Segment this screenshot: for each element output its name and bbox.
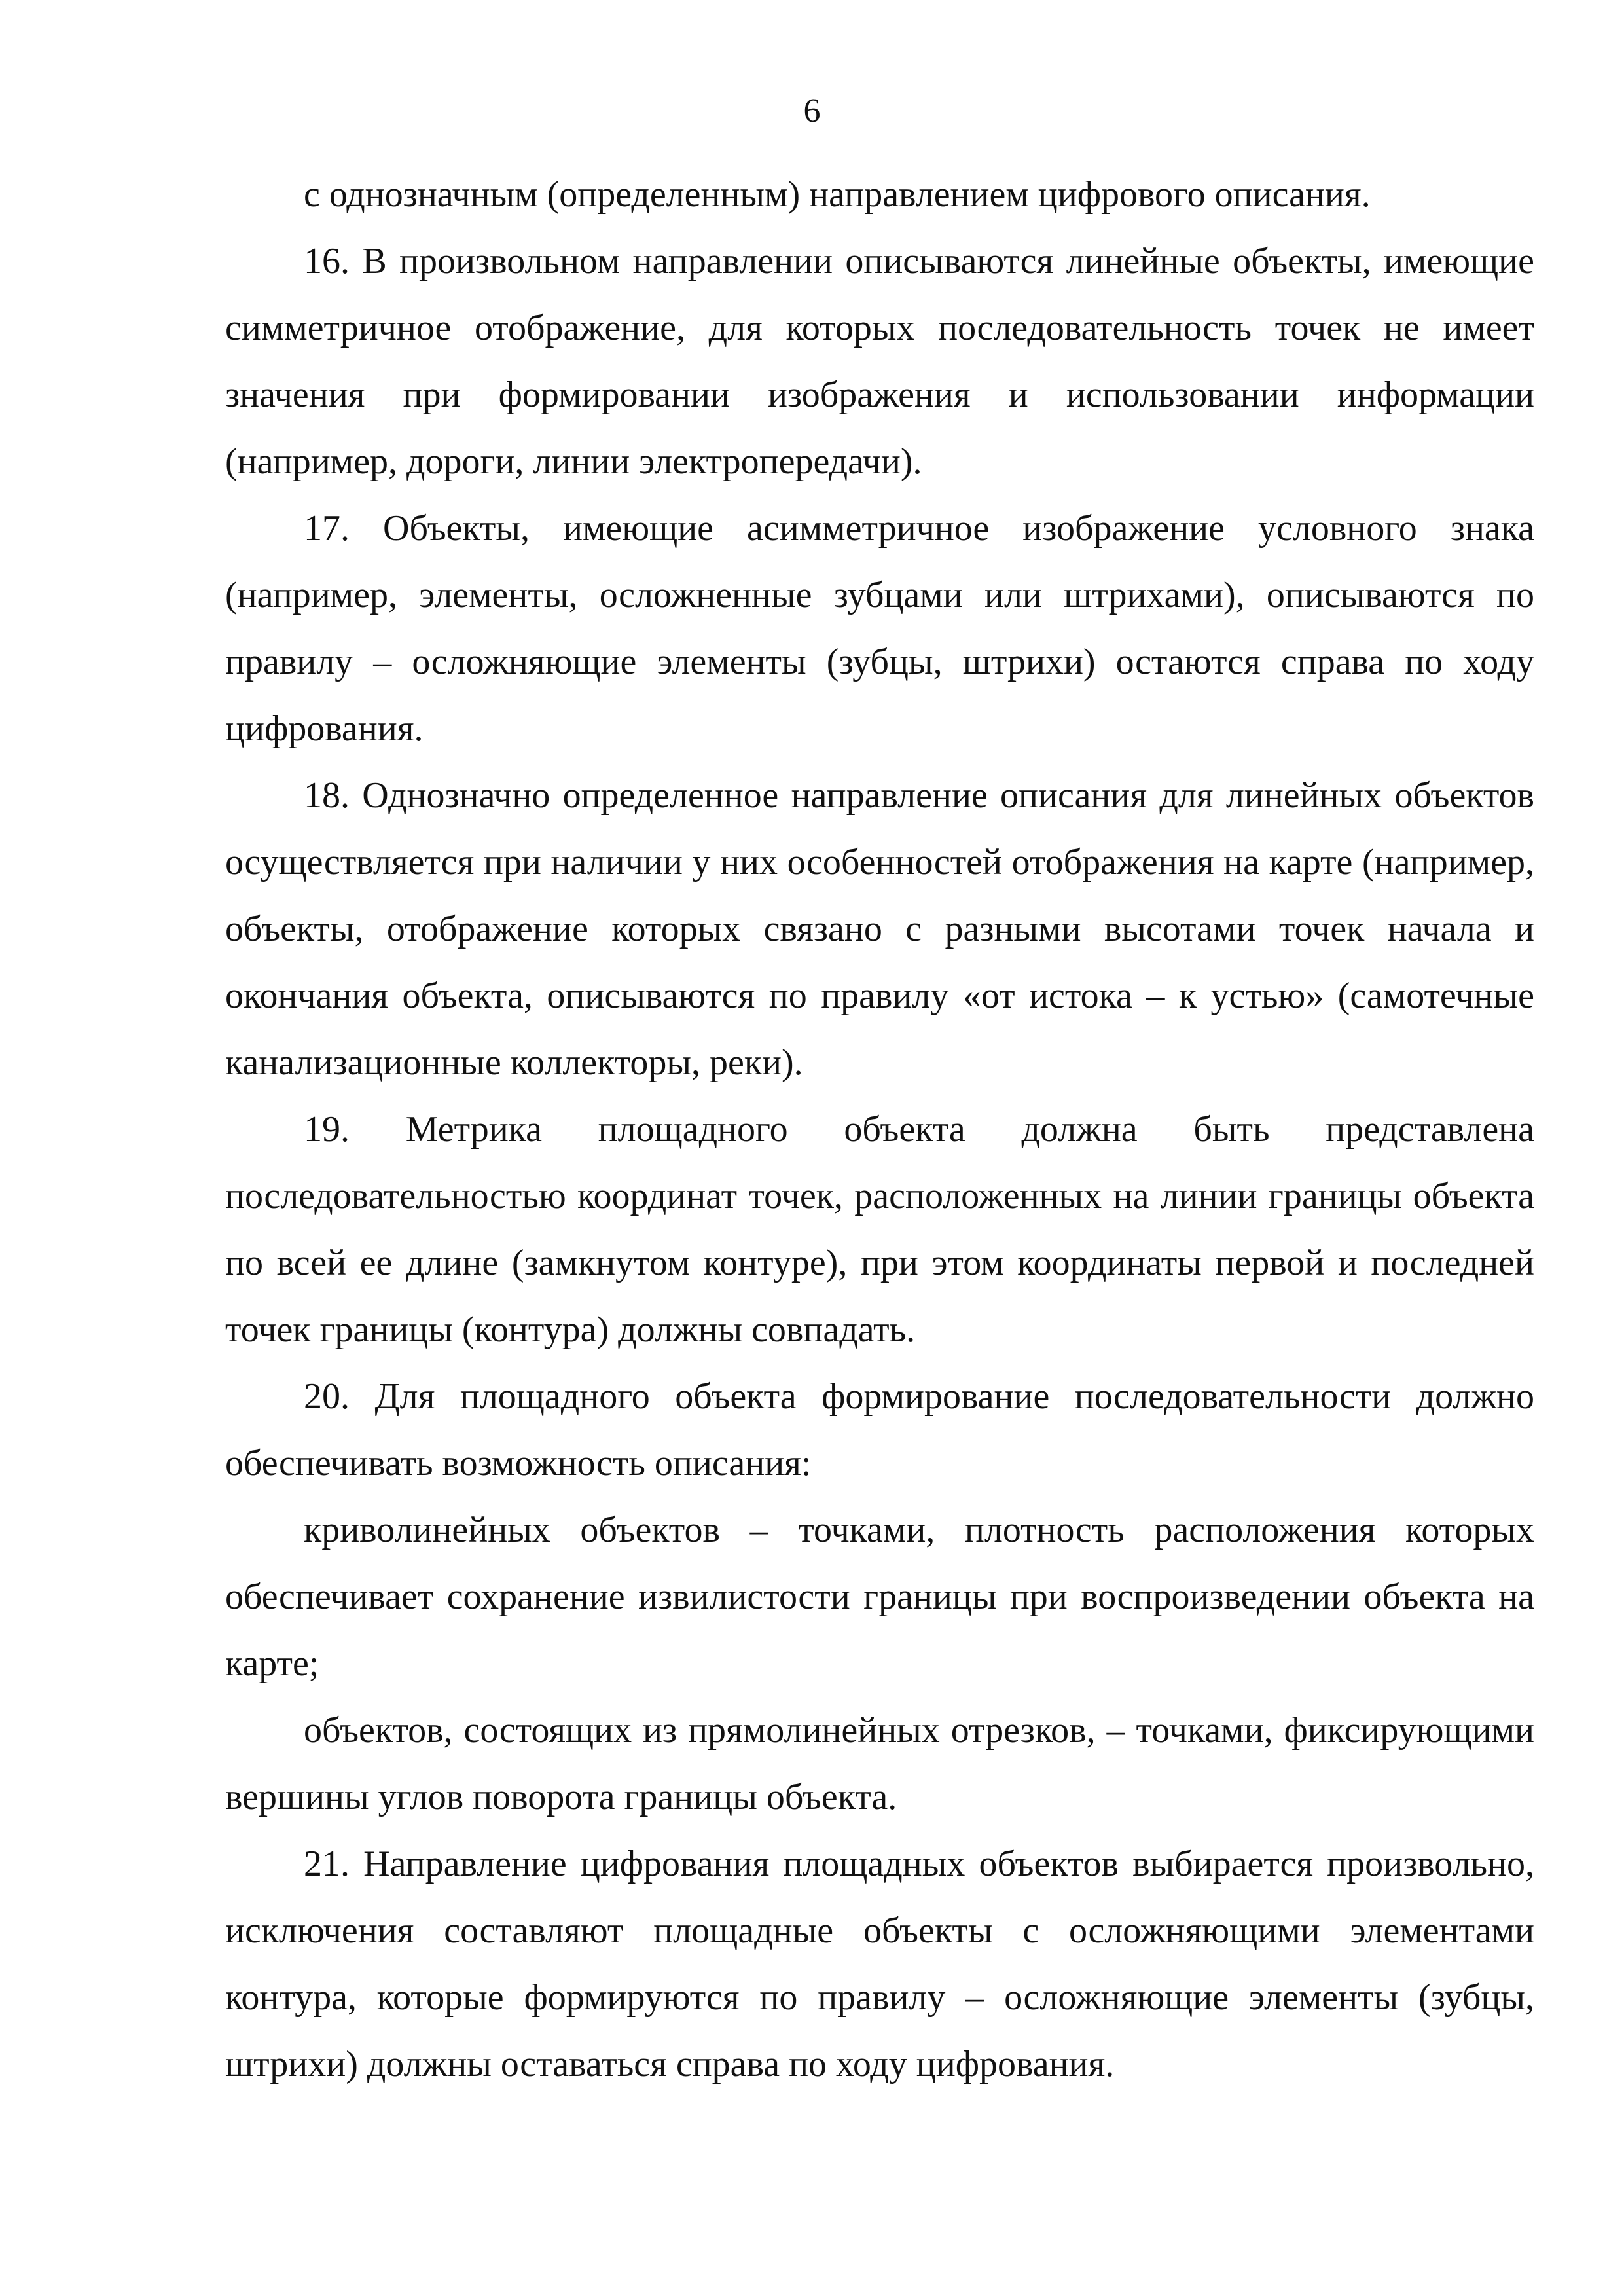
paragraph-item-17: 17. Объекты, имеющие асимметричное изображение условного знака (например, элементы, осложненные зубцами или штрихами), описываются по правилу – осложняющие элементы (зубцы, штрихи) остаются справа по ходу цифрования. <box>225 508 1534 749</box>
paragraph-item-19: 19. Метрика площадного объекта должна быть представлена последовательностью координат точек, расположенных на линии границы объекта по всей ее длине (замкнутом контуре), при этом координаты первой и последней точек границы (контура) должны совпадать. <box>225 1109 1534 1350</box>
paragraph-item-20-a: криволинейных объектов – точками, плотность расположения которых обеспечивает сохранение извилистости границы при воспроизведении объекта на карте; <box>225 1510 1534 1684</box>
document-body <box>225 161 1534 2098</box>
page-number: 6 <box>803 92 821 130</box>
paragraph-continuation: с однозначным (определенным) направлением цифрового описания. <box>304 174 1371 215</box>
paragraph-item-20: 20. Для площадного объекта формирование последовательности должно обеспечивать возможность описания: <box>225 1376 1534 1484</box>
paragraph-item-18: 18. Однозначно определенное направление описания для линейных объектов осуществляется при наличии у них особенностей отображения на карте (например, объекты, отображение которых связано с разными высотами точек начала и окончания объекта, описываются по правилу «от истока – к устью» (самотечные канализационные коллекторы, реки). <box>225 775 1534 1083</box>
paragraph-item-16: 16. В произвольном направлении описываются линейные объекты, имеющие симметричное отображение, для которых последовательность точек не имеет значения при формировании изображения и использовании информации (например, дороги, линии электропередачи). <box>225 241 1534 482</box>
paragraph-item-20-b: объектов, состоящих из прямолинейных отрезков, – точками, фиксирующими вершины углов поворота границы объекта. <box>225 1710 1534 1817</box>
paragraph-item-21: 21. Направление цифрования площадных объектов выбирается произвольно, исключения составляют площадные объекты с осложняющими элементами контура, которые формируются по правилу – осложняющие элементы (зубцы, штрихи) должны оставаться справа по ходу цифрования. <box>225 1844 1534 2085</box>
